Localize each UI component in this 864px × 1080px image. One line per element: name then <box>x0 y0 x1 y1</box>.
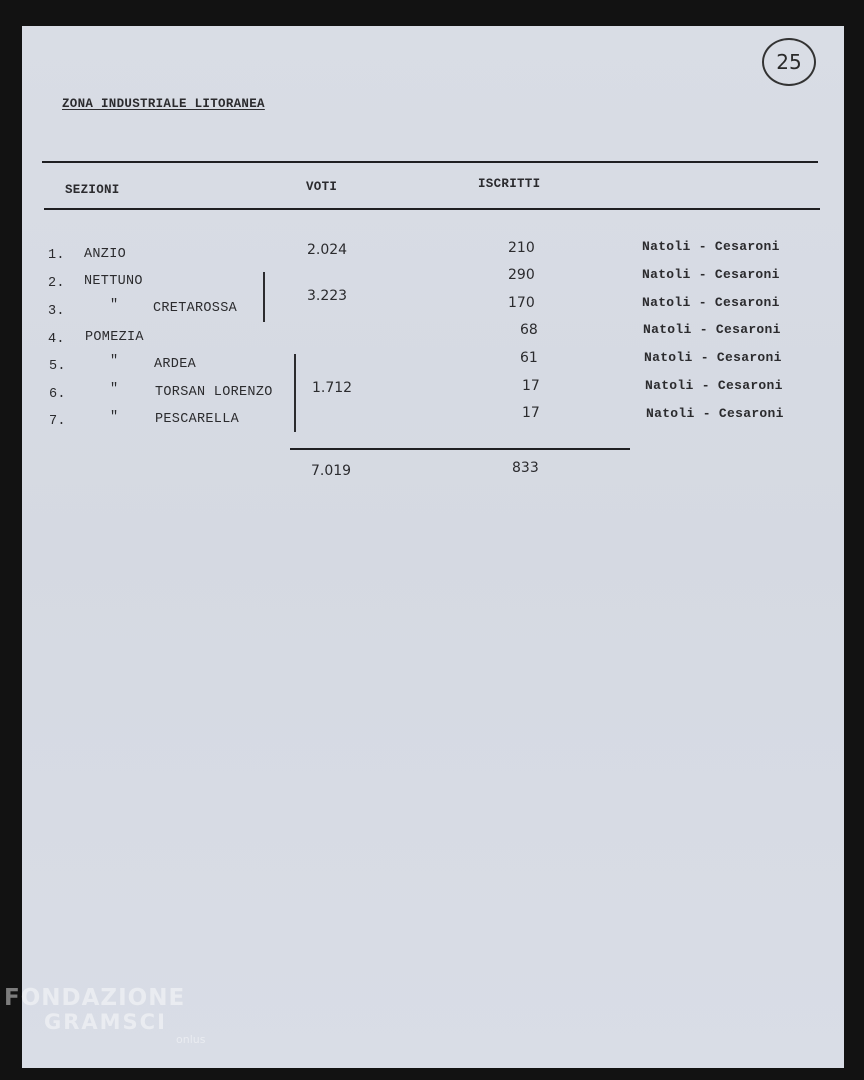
ditto-mark: " <box>110 354 119 369</box>
watermark-line-3: onlus <box>176 1033 206 1046</box>
iscritti-value: 290 <box>508 267 535 283</box>
watermark-line-1: FONDAZIONE <box>4 985 186 1011</box>
ditto-mark: " <box>110 298 119 313</box>
ditto-mark: " <box>110 382 119 397</box>
row-number: 3. <box>48 304 65 319</box>
responsible-names: Natoli - Cesaroni <box>642 267 780 282</box>
group-brace <box>263 272 265 322</box>
section-name: POMEZIA <box>85 330 144 345</box>
document-page <box>22 26 844 1068</box>
header-bottom-rule <box>44 208 820 210</box>
header-sezioni: SEZIONI <box>65 183 120 197</box>
section-name: ANZIO <box>84 247 127 262</box>
responsible-names: Natoli - Cesaroni <box>646 406 784 421</box>
header-voti: VOTI <box>306 180 338 194</box>
responsible-names: Natoli - Cesaroni <box>645 378 783 393</box>
section-name: CRETAROSSA <box>153 301 238 316</box>
section-name: NETTUNO <box>84 274 143 289</box>
document-title: ZONA INDUSTRIALE LITORANEA <box>62 97 265 111</box>
header-iscritti: ISCRITTI <box>478 177 541 191</box>
archive-watermark <box>4 986 205 1046</box>
row-number: 6. <box>49 387 66 402</box>
section-name: TORSAN LORENZO <box>155 385 273 400</box>
section-name: PESCARELLA <box>155 412 240 427</box>
totals-rule <box>290 448 630 450</box>
voti-value: 2.024 <box>307 242 348 258</box>
iscritti-value: 210 <box>508 240 535 256</box>
section-name: ARDEA <box>154 357 197 372</box>
row-number: 5. <box>49 359 66 374</box>
responsible-names: Natoli - Cesaroni <box>644 350 782 365</box>
responsible-names: Natoli - Cesaroni <box>642 239 780 254</box>
responsible-names: Natoli - Cesaroni <box>643 322 781 337</box>
group-brace <box>294 354 296 432</box>
voti-value: 1.712 <box>312 380 353 396</box>
iscritti-value: 170 <box>508 295 535 311</box>
row-number: 2. <box>48 276 65 291</box>
iscritti-value: 68 <box>520 322 538 338</box>
row-number: 7. <box>49 414 66 429</box>
row-number: 4. <box>48 332 65 347</box>
ditto-mark: " <box>110 410 119 425</box>
total-voti: 7.019 <box>311 463 352 479</box>
header-top-rule <box>42 161 818 163</box>
responsible-names: Natoli - Cesaroni <box>642 295 780 310</box>
voti-value: 3.223 <box>307 288 348 304</box>
iscritti-value: 61 <box>520 350 538 366</box>
page-number: 25 <box>762 38 816 86</box>
total-iscritti: 833 <box>512 460 539 476</box>
iscritti-value: 17 <box>522 405 540 421</box>
row-number: 1. <box>48 248 65 263</box>
watermark-line-2: GRAMSCI <box>44 1010 167 1034</box>
iscritti-value: 17 <box>522 378 540 394</box>
